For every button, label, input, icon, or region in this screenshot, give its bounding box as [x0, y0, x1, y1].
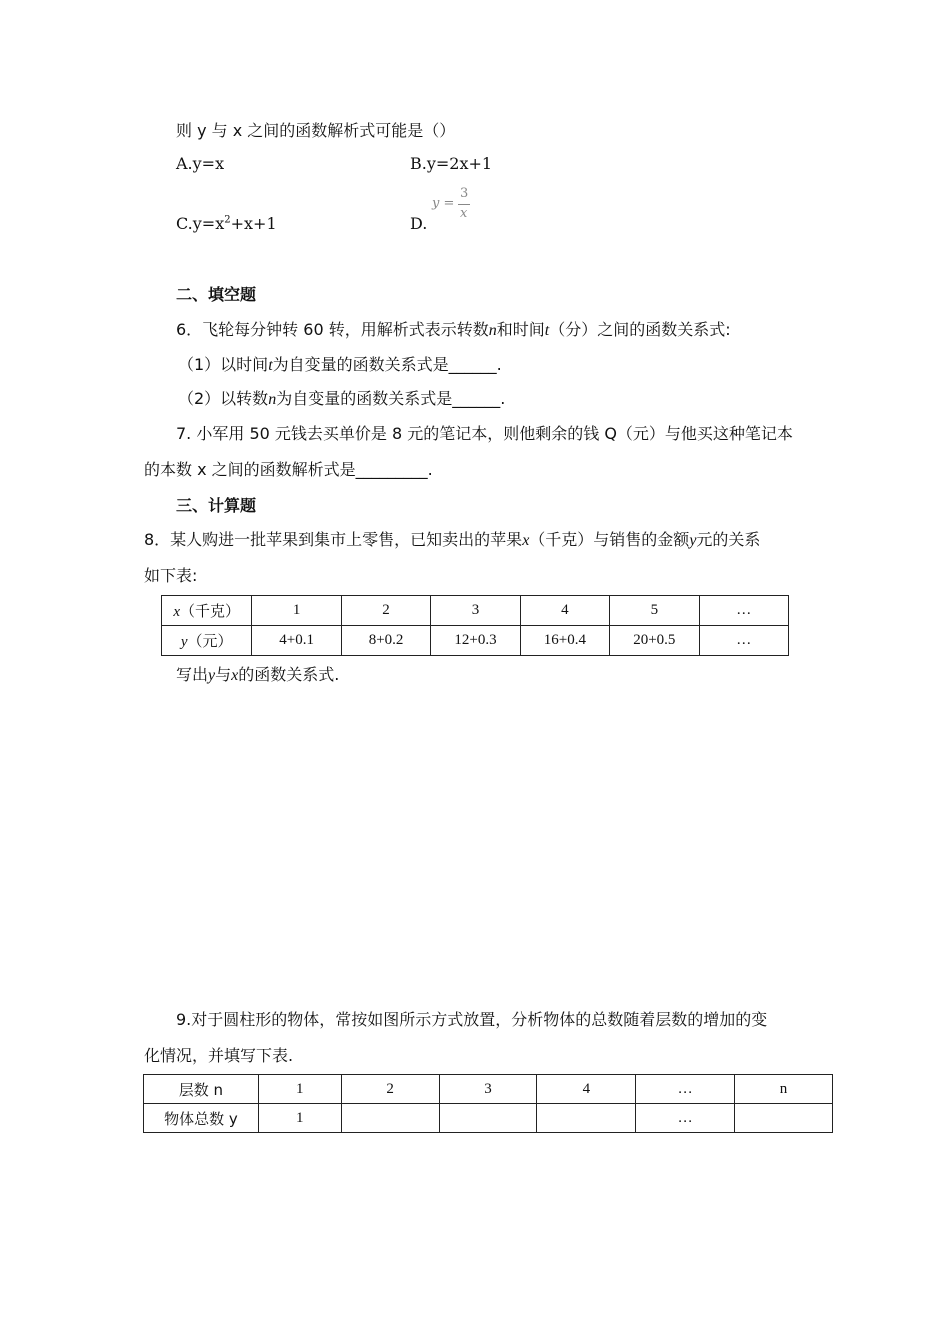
- q8-instruction-var-y: y: [208, 667, 216, 684]
- q7-line-1: 7. 小军用 50 元钱去买单价是 8 元的笔记本，则他剩余的钱 Q（元）与他买这种笔记本: [176, 424, 793, 443]
- q8-row-y-unit: （元）: [187, 632, 233, 650]
- q6-sub-2: [178, 386, 505, 409]
- q9-table-row-layers: [144, 1075, 833, 1104]
- q8-text-c: 元的关系: [696, 530, 761, 549]
- table-cell: 3: [431, 596, 520, 626]
- table-cell: 1: [258, 1104, 341, 1133]
- q8-instruction: [176, 662, 339, 685]
- q6-text-1: 6．飞轮每分钟转 60 转，用解析式表示转数: [176, 320, 489, 339]
- table-cell: 1: [258, 1075, 341, 1104]
- q6-sub-1: [178, 352, 502, 375]
- table-cell-blank: [341, 1104, 439, 1133]
- q7-line-2: 的本数 x 之间的函数解析式是_________.: [144, 460, 433, 479]
- q8-line-2: 如下表:: [144, 566, 198, 585]
- q6-sub-1-var: t: [268, 357, 273, 374]
- q9-row-layers-label: 层数 n: [144, 1075, 259, 1104]
- q8-instruction-c: 的函数关系式.: [238, 665, 340, 684]
- q5-option-b: B.y=2x+1: [410, 154, 493, 173]
- q5-option-c-base: C.y=x: [176, 214, 225, 233]
- q6-sub-1-text-b: 为自变量的函数关系式是______.: [272, 355, 502, 374]
- q8-table-row-y: [162, 626, 789, 656]
- table-cell: 2: [341, 596, 430, 626]
- q8-text-a: 8．某人购进一批苹果到集市上零售，已知卖出的苹果: [144, 530, 523, 549]
- table-cell: 8+0.2: [341, 626, 430, 656]
- table-cell: 2: [341, 1075, 439, 1104]
- q6-text-3: （分）之间的函数关系式:: [549, 320, 731, 339]
- q6-var-n: n: [488, 322, 497, 339]
- table-cell: 3: [439, 1075, 537, 1104]
- q5-option-c: [176, 214, 277, 233]
- table-cell-blank: [537, 1104, 636, 1133]
- fraction-bar: [458, 204, 470, 205]
- q8-row-x-label: [162, 596, 252, 626]
- table-cell: n: [735, 1075, 833, 1104]
- table-cell-blank: [439, 1104, 537, 1133]
- q8-text-b: （千克）与销售的金额: [529, 530, 690, 549]
- q6-text-2: 和时间: [496, 320, 545, 339]
- table-cell: …: [699, 626, 788, 656]
- q5-option-d-label: D.: [410, 214, 428, 233]
- table-cell: 5: [610, 596, 699, 626]
- q5-option-c-exponent: 2: [224, 214, 231, 226]
- q5-option-a: A.y=x: [176, 154, 225, 173]
- q8-row-y-var: y: [180, 634, 188, 650]
- table-cell: …: [636, 1104, 735, 1133]
- q8-row-x-var: x: [173, 604, 181, 620]
- q5-option-d-formula: [432, 186, 482, 226]
- section-calculation-title: 三、计算题: [176, 496, 257, 515]
- table-cell: 4: [537, 1075, 636, 1104]
- q6-sub-2-text-b: 为自变量的函数关系式是______.: [276, 389, 506, 408]
- q8-instruction-a: 写出: [176, 665, 209, 684]
- q6-sub-2-text-a: （2）以转数: [178, 389, 269, 408]
- q8-var-y: y: [689, 532, 697, 549]
- q8-instruction-var-x: x: [231, 667, 239, 684]
- formula-lhs: y =: [432, 196, 455, 211]
- q9-line-2: 化情况，并填写下表.: [144, 1046, 294, 1065]
- table-cell: …: [636, 1075, 735, 1104]
- table-cell: …: [699, 596, 788, 626]
- q5-option-c-rest: +x+1: [230, 214, 277, 233]
- q8-row-y-label: [162, 626, 252, 656]
- q8-row-x-unit: （千克）: [180, 602, 241, 620]
- table-cell: 16+0.4: [520, 626, 609, 656]
- table-cell: 20+0.5: [610, 626, 699, 656]
- q6-stem: [176, 317, 731, 340]
- q8-instruction-b: 与: [215, 665, 232, 684]
- q8-table-row-x: [162, 596, 789, 626]
- q8-line-1: [144, 527, 760, 550]
- table-cell-blank: [735, 1104, 833, 1133]
- q6-var-t: t: [544, 322, 550, 339]
- q8-var-x: x: [522, 532, 530, 549]
- table-cell: 1: [252, 596, 341, 626]
- table-cell: 4+0.1: [252, 626, 341, 656]
- q9-table-row-total: [144, 1104, 833, 1133]
- q6-sub-1-text-a: （1）以时间: [178, 355, 269, 374]
- q8-table: [161, 595, 789, 656]
- formula-numerator: 3: [460, 186, 469, 201]
- q9-line-1: 9.对于圆柱形的物体，常按如图所示方式放置，分析物体的总数随着层数的增加的变: [176, 1010, 768, 1029]
- formula-denominator: x: [460, 206, 468, 221]
- section-fill-in-title: 二、填空题: [176, 285, 257, 304]
- q5-stem: 则 y 与 x 之间的函数解析式可能是（）: [176, 121, 456, 140]
- q6-sub-2-var: n: [268, 391, 277, 408]
- table-cell: 12+0.3: [431, 626, 520, 656]
- q9-row-total-label: 物体总数 y: [144, 1104, 259, 1133]
- table-cell: 4: [520, 596, 609, 626]
- q9-table: [143, 1074, 833, 1133]
